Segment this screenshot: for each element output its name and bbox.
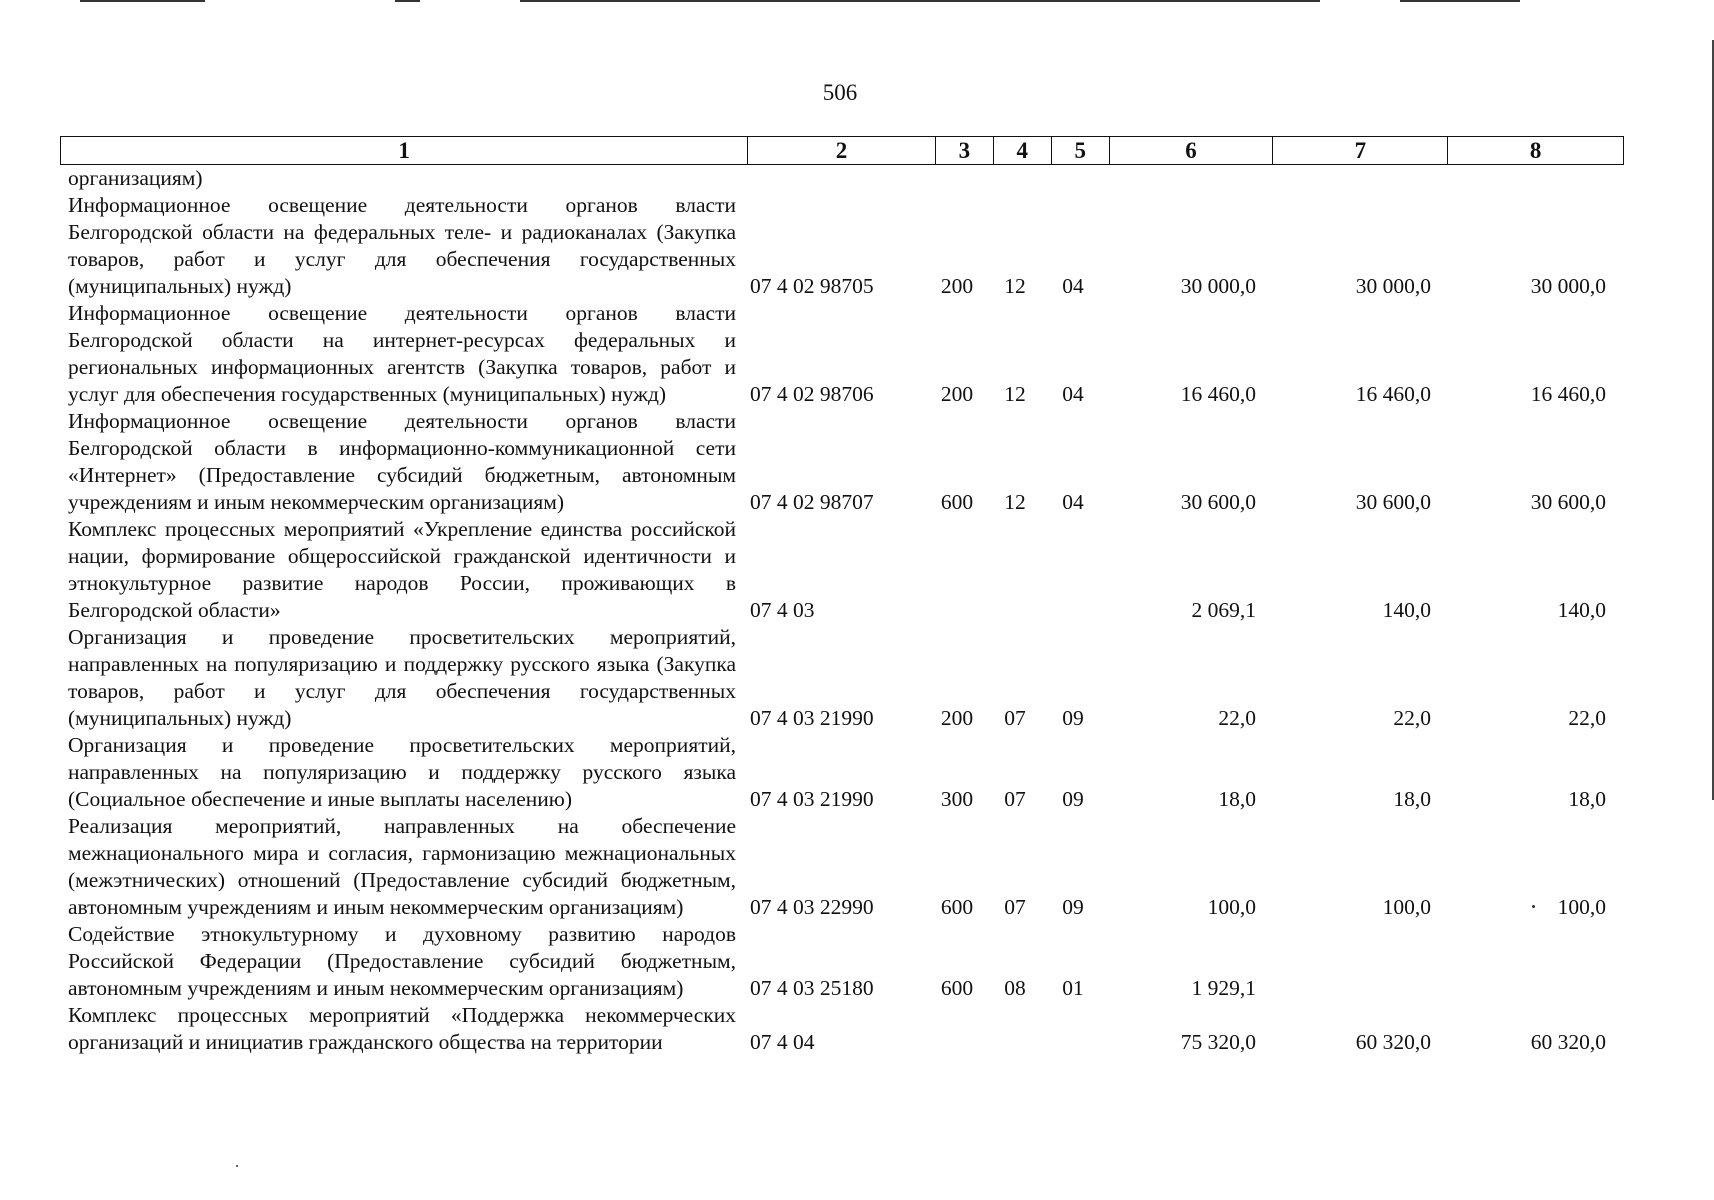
row-name: организациям): [68, 166, 203, 190]
row-c5: 04: [1062, 382, 1084, 406]
row-code: 07 4 04: [750, 1030, 815, 1054]
header-col-1: 1: [61, 137, 748, 164]
header-col-7: 7: [1273, 137, 1448, 164]
row-c4: 07: [1004, 895, 1026, 919]
table-row: [60, 921, 1624, 1002]
row-name: Информационное освещение деятельности органов власти Белгородской области на интернет-ресурсах федеральных и региональных информационных агентств (Закупка товаров, работ и услуг для обеспечения государственных (муниципальных) нужд): [68, 301, 736, 406]
header-col-8: 8: [1529, 138, 1542, 163]
row-c4: 08: [1004, 976, 1026, 1000]
top-edge-rule: [395, 0, 420, 2]
table-row: [60, 192, 1624, 300]
table-row: [60, 165, 1624, 192]
row-code: 07 4 03 21990: [750, 706, 874, 730]
header-col-6: 6: [1110, 137, 1274, 164]
row-name: Информационное освещение деятельности органов власти Белгородской области в информационно-коммуникационной сети «Интернет» (Предоставление субсидий бюджетным, автономным учреждениям и иным некоммерческим организациям): [68, 409, 736, 514]
row-c6: 2 069,1: [1191, 598, 1256, 622]
row-c6: 30 000,0: [1180, 274, 1256, 298]
header-col-3: 3: [936, 137, 994, 164]
row-c5: 09: [1062, 706, 1084, 730]
row-c7: 30 600,0: [1355, 490, 1431, 514]
row-c4: 12: [1004, 274, 1026, 298]
row-name: Информационное освещение деятельности органов власти Белгородской области на федеральных теле- и радиоканалах (Закупка товаров, работ и услуг для обеспечения государственных (муниципальных) нужд): [68, 193, 736, 298]
row-c3: 200: [940, 274, 974, 298]
table-row: [60, 813, 1624, 921]
row-c5: 04: [1062, 274, 1084, 298]
row-code: 07 4 03 25180: [750, 976, 874, 1000]
row-c6: 18,0: [1218, 787, 1256, 811]
row-c6: 100,0: [1207, 895, 1256, 919]
table-row: [60, 732, 1624, 813]
header-col-5: 5: [1052, 137, 1110, 164]
row-c7: 140,0: [1382, 598, 1431, 622]
scan-speck: [1532, 905, 1535, 908]
row-c8: 16 460,0: [1530, 382, 1606, 406]
row-name: Комплекс процессных мероприятий «Поддержка некоммерческих организаций и инициатив гражданского общества на территории: [68, 1003, 736, 1054]
row-code: 07 4 03 22990: [750, 895, 874, 919]
table-row: [60, 1002, 1624, 1056]
row-name: Содействие этнокультурному и духовному развитию народов Российской Федерации (Предоставление субсидий бюджетным, автономным учреждениям и иным некоммерческим организациям): [68, 922, 736, 1000]
row-code: 07 4 02 98706: [750, 382, 874, 406]
table-row: [60, 408, 1624, 516]
top-edge-rule: [1400, 0, 1520, 2]
table-row: [60, 624, 1624, 732]
row-code: 07 4 02 98705: [750, 274, 874, 298]
row-c3: 600: [940, 490, 974, 514]
row-c6: 30 600,0: [1180, 490, 1256, 514]
row-c6: 16 460,0: [1180, 382, 1256, 406]
row-c3: 300: [940, 787, 974, 811]
row-c8: 60 320,0: [1530, 1030, 1606, 1054]
row-c4: 07: [1004, 787, 1026, 811]
scan-speck: [236, 1165, 238, 1167]
row-c6: 22,0: [1218, 706, 1256, 730]
row-c6: 1 929,1: [1191, 976, 1256, 1000]
row-c8: 140,0: [1557, 598, 1606, 622]
table-body: [60, 165, 1624, 1056]
row-name: Реализация мероприятий, направленных на обеспечение межнационального мира и согласия, гармонизацию межнациональных (межэтнических) отношений (Предоставление субсидий бюджетным, автономным учреждениям и иным некоммерческим организациям): [68, 814, 736, 919]
row-c5: 09: [1062, 895, 1084, 919]
row-c5: 01: [1062, 976, 1084, 1000]
row-c3: 200: [940, 706, 974, 730]
row-c5: 09: [1062, 787, 1084, 811]
row-c7: 60 320,0: [1355, 1030, 1431, 1054]
row-c7: 22,0: [1393, 706, 1431, 730]
row-code: 07 4 02 98707: [750, 490, 874, 514]
header-col-2: 2: [748, 137, 936, 164]
row-c7: 30 000,0: [1355, 274, 1431, 298]
row-c4: 12: [1004, 382, 1026, 406]
page-number: 506: [822, 80, 858, 105]
row-c8: 30 000,0: [1530, 274, 1606, 298]
row-name: Организация и проведение просветительских мероприятий, направленных на популяризацию и поддержку русского языка (Социальное обеспечение и иные выплаты населению): [68, 733, 736, 811]
row-c6: 75 320,0: [1180, 1030, 1256, 1054]
row-c4: 12: [1004, 490, 1026, 514]
row-c4: 07: [1004, 706, 1026, 730]
table-row: [60, 300, 1624, 408]
row-c8: 30 600,0: [1530, 490, 1606, 514]
row-code: 07 4 03 21990: [750, 787, 874, 811]
row-c8: 22,0: [1568, 706, 1606, 730]
row-name: Комплекс процессных мероприятий «Укрепление единства российской нации, формирование общероссийской гражданской идентичности и этнокультурное развитие народов России, проживающих в Белгородской области»: [68, 517, 736, 622]
row-c7: 18,0: [1393, 787, 1431, 811]
row-c7: 16 460,0: [1355, 382, 1431, 406]
top-edge-rule: [80, 0, 205, 2]
header-col-4: 4: [994, 137, 1052, 164]
row-c7: 100,0: [1382, 895, 1431, 919]
row-code: 07 4 03: [750, 598, 815, 622]
row-c3: 600: [940, 976, 974, 1000]
row-c3: 200: [940, 382, 974, 406]
table-header: [60, 136, 1624, 165]
row-c8: 100,0: [1557, 895, 1606, 919]
row-c3: 600: [940, 895, 974, 919]
row-c5: 04: [1062, 490, 1084, 514]
top-edge-rule: [520, 0, 1320, 2]
table-row: [60, 516, 1624, 624]
row-c8: 18,0: [1568, 787, 1606, 811]
row-name: Организация и проведение просветительских мероприятий, направленных на популяризацию и поддержку русского языка (Закупка товаров, работ и услуг для обеспечения государственных (муниципальных) нужд): [68, 625, 736, 730]
